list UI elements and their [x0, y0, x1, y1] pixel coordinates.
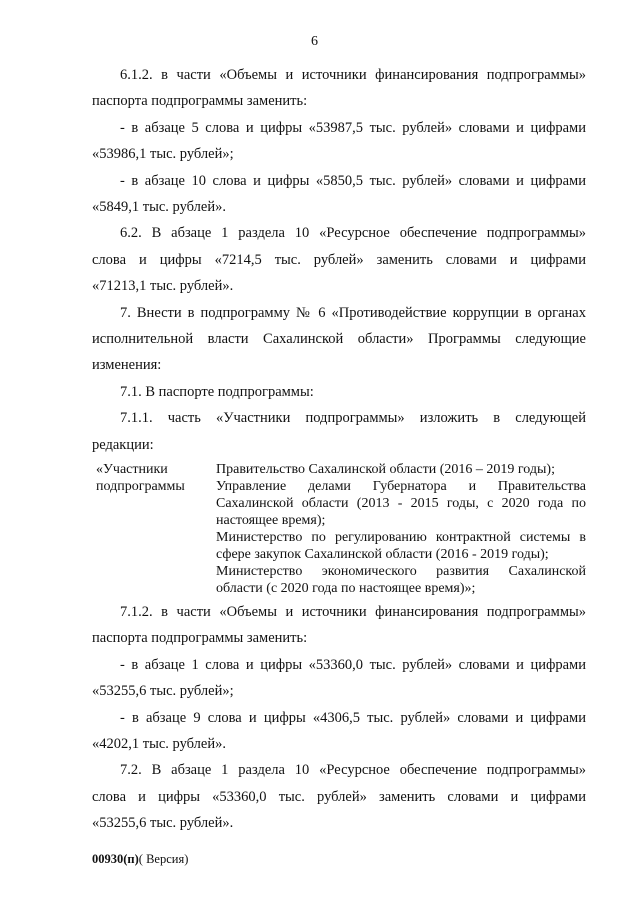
- table-right-line: Министерство по регулированию контрактной системы в: [216, 530, 586, 545]
- text-line: - в абзаце 9 слова и цифры «4306,5 тыс. рублей» словами и цифрами: [120, 709, 586, 726]
- table-right-line: настоящее время);: [216, 513, 326, 528]
- text-line: 7.2. В абзаце 1 раздела 10 «Ресурсное обеспечение подпрограммы»: [120, 762, 586, 779]
- table-right-line: области (с 2020 года по настоящее время)»;: [216, 581, 476, 596]
- table-right-cell: [216, 461, 586, 597]
- table-right-line: Правительство Сахалинской области (2016 – 2019 годы);: [216, 462, 555, 477]
- table-right-line: Министерство экономического развития Сахалинской: [216, 564, 586, 579]
- page-number: 6: [311, 34, 318, 49]
- text-line: слова и цифры «53360,0 тыс. рублей» заменить словами и цифрами: [92, 788, 586, 805]
- table-right-line: сфере закупок Сахалинской области (2016 - 2019 годы);: [216, 547, 549, 562]
- table-left-line: подпрограммы: [96, 479, 185, 494]
- table-left-cell: [96, 461, 206, 495]
- text-line: паспорта подпрограммы заменить:: [92, 93, 308, 110]
- text-line: исполнительной власти Сахалинской области» Программы следующие: [92, 331, 586, 347]
- text-line: 6.1.2. в части «Объемы и источники финансирования подпрограммы»: [120, 67, 586, 83]
- text-line: 7.1. В паспорте подпрограммы:: [120, 383, 314, 400]
- text-line: 6.2. В абзаце 1 раздела 10 «Ресурсное обеспечение подпрограммы»: [120, 225, 586, 242]
- text-line: 7.1.1. часть «Участники подпрограммы» изложить в следующей: [120, 410, 586, 427]
- document-footer: [92, 852, 188, 867]
- text-line: - в абзаце 5 слова и цифры «53987,5 тыс. рублей» словами и цифрами: [120, 119, 586, 136]
- text-line: «53255,6 тыс. рублей»;: [92, 683, 234, 700]
- text-line: «5849,1 тыс. рублей».: [92, 199, 226, 215]
- table-right-line: Управление делами Губернатора и Правительства: [216, 479, 586, 494]
- text-line: редакции:: [92, 436, 154, 453]
- text-line: - в абзаце 10 слова и цифры «5850,5 тыс. рублей» словами и цифрами: [120, 172, 586, 189]
- text-line: «53986,1 тыс. рублей»;: [92, 146, 234, 163]
- text-line: - в абзаце 1 слова и цифры «53360,0 тыс. рублей» словами и цифрами: [120, 656, 586, 673]
- footer-version: ( Версия): [138, 852, 189, 866]
- text-line: 7.1.2. в части «Объемы и источники финансирования подпрограммы»: [120, 604, 586, 620]
- table-left-line: «Участники: [96, 462, 168, 477]
- text-line: 7. Внести в подпрограмму № 6 «Противодействие коррупции в органах: [120, 304, 586, 321]
- text-line: слова и цифры «7214,5 тыс. рублей» заменить словами и цифрами: [92, 251, 586, 268]
- footer-code: 00930(п): [92, 852, 139, 866]
- text-line: паспорта подпрограммы заменить:: [92, 630, 308, 647]
- text-line: «71213,1 тыс. рублей».: [92, 278, 234, 295]
- text-line: изменения:: [92, 357, 162, 374]
- text-line: «53255,6 тыс. рублей».: [92, 815, 234, 832]
- table-right-line: Сахалинской области (2013 - 2015 годы, с 2020 года по: [216, 496, 586, 511]
- text-line: «4202,1 тыс. рублей».: [92, 736, 226, 752]
